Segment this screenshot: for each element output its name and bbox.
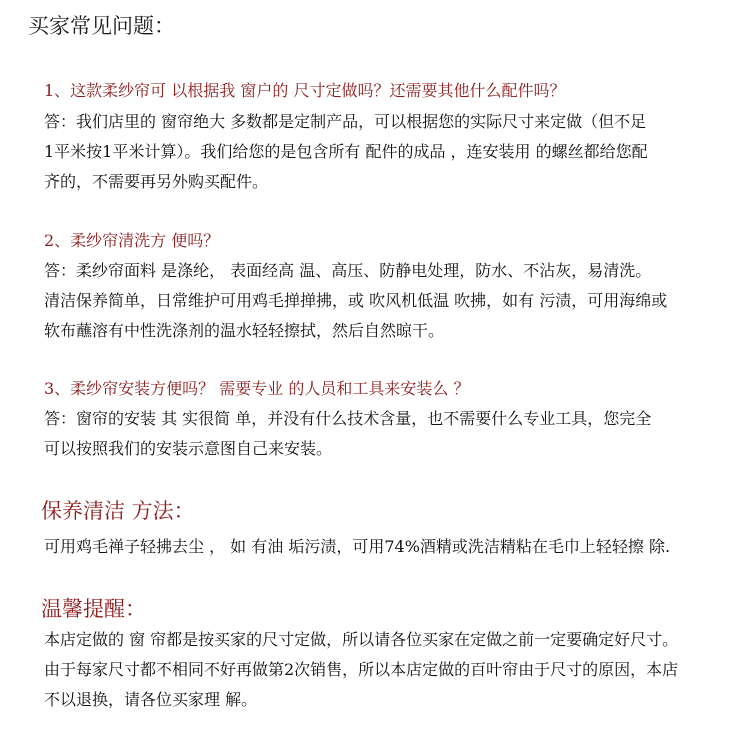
faq-answer-3-line-1: 答：窗帘的安装 其 实很简 单，并没有什么技术含量，也不需要什么专业工具，您完全 <box>44 409 652 428</box>
faq-question-3: 3、柔纱帘安装方便吗？ 需要专业 的人员和工具来安装么 ？ <box>44 379 470 398</box>
notice-line-3: 不以退换，请各位买家理 解。 <box>44 690 258 709</box>
faq-question-2: 2、柔纱帘清洗方 便吗？ <box>44 231 220 250</box>
page-title: 买家常见问题： <box>28 14 175 38</box>
notice-line-1: 本店定做的 窗 帘都是按买家的尺寸定做，所以请各位买家在定做之前一定要确定好尺寸。 <box>44 630 679 649</box>
notice-heading: 温馨提醒： <box>41 597 146 621</box>
faq-answer-3-line-2: 可以按照我们的安装示意图自己来安装。 <box>44 439 333 458</box>
faq-answer-1-line-3: 齐的，不需要再另外购买配件。 <box>44 172 269 191</box>
faq-answer-1-line-1: 答：我们店里的 窗帘绝大 多数都是定制产品，可以根据您的实际尺寸来定做（但不足 <box>44 112 647 131</box>
care-heading: 保养清洁 方法： <box>41 499 195 523</box>
faq-answer-2-line-3: 软布蘸溶有中性洗涤剂的温水轻轻擦拭，然后自然晾干。 <box>44 321 445 340</box>
faq-answer-1-line-2: 1平米按1平米计算）。我们给您的是包含所有 配件的成品 ，连安装用 的螺丝都给您配 <box>44 142 648 161</box>
faq-question-1: 1、这款柔纱帘可 以根据我 窗户的 尺寸定做吗？还需要其他什么配件吗？ <box>44 81 566 100</box>
notice-line-2: 由于每家尺寸都不相同不好再做第2次销售，所以本店定做的百叶帘由于尺寸的原因，本店 <box>44 660 679 679</box>
faq-answer-2-line-2: 清洁保养简单，日常维护可用鸡毛掸掸拂，或 吹风机低温 吹拂，如有 污渍，可用海绵或 <box>44 291 668 310</box>
care-text: 可用鸡毛禅子轻拂去尘 ， 如 有油 垢污渍，可用74%酒精或洗洁精粘在毛巾上轻轻擦 除. <box>44 537 671 556</box>
faq-answer-2-line-1: 答：柔纱帘面料 是涤纶， 表面经高 温、高压、防静电处理，防水、不沾灰，易清洗。 <box>44 261 652 280</box>
